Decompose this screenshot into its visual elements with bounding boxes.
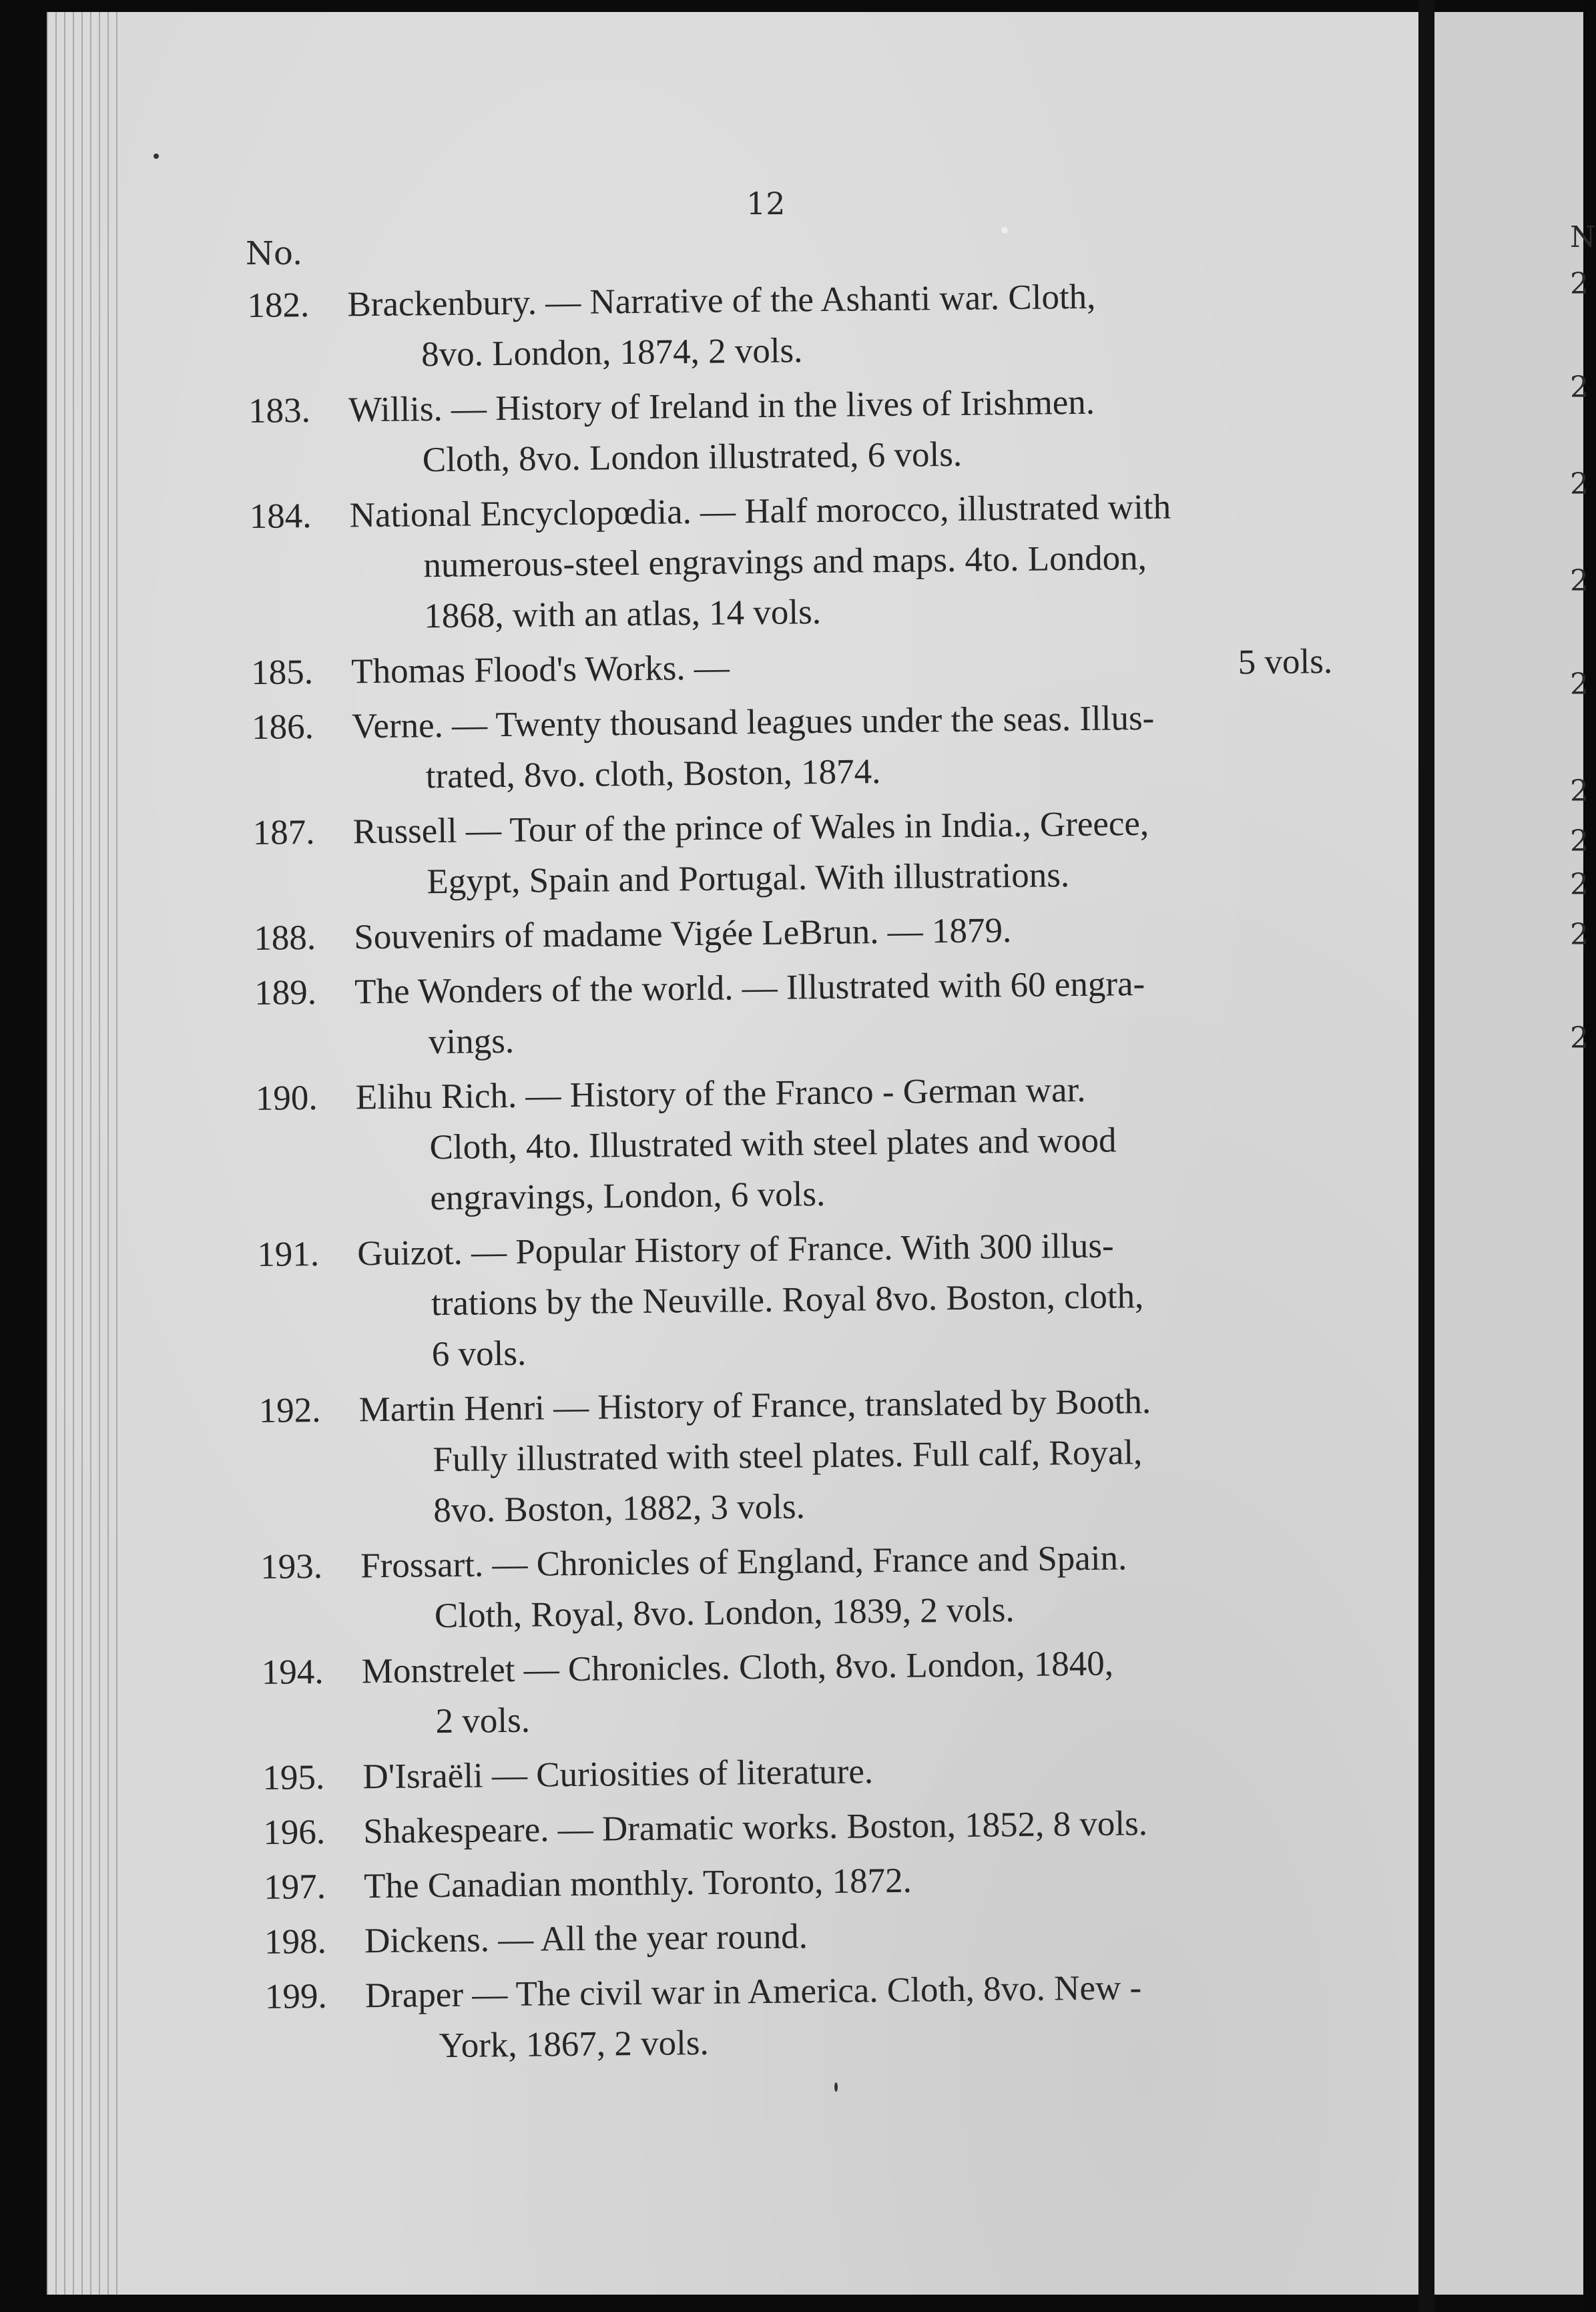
entry-first-line: Thomas Flood's Works. — [350,648,730,691]
catalogue-entry [254,956,1350,1069]
entry-text [357,1218,1340,1380]
catalogue-entry [247,269,1343,382]
catalogue-entry [262,1741,1358,1803]
entry-first-line: Souvenirs of madame Vigée LeBrun. — 1879. [354,911,1012,957]
right-page-fragment: 2 [1570,467,1589,501]
entry-text [354,902,1336,962]
right-page-fragment: 2 [1570,918,1589,952]
page-number: 12 [746,186,786,222]
entry-first-line: National Encyclopœdia. — Half morocco, illustrated with [349,487,1171,535]
entry-text [362,1741,1344,1802]
catalogue-entry [258,1374,1354,1538]
entry-text [363,1796,1345,1857]
entry-text [348,374,1331,486]
entry-number: 184. [249,497,312,536]
entry-first-line: Verne. — Twenty thousand leagues under the seas. Illus- [351,698,1155,746]
entry-number: 193. [260,1546,323,1586]
entry-text [361,1636,1344,1747]
dust-speck [154,154,159,159]
entry-number: 199. [264,1976,327,2016]
entry-continuation-line: York, 1867, 2 vols. [439,2023,709,2066]
entry-text [354,956,1337,1068]
entry-number: 191. [256,1234,320,1274]
entry-continuation-line: 8vo. Boston, 1882, 3 vols. [433,1487,806,1530]
entry-number: 187. [252,812,315,852]
right-page [1434,12,1583,2295]
catalogue-entries [247,269,1360,2077]
page-edge-stack [47,12,120,2295]
entry-text [358,1374,1341,1536]
catalogue-entry [248,374,1344,487]
dust-speck [1001,227,1008,234]
right-page-fragment: 2 [1570,267,1589,301]
entry-text [364,1851,1346,1912]
entry-first-line: Martin Henri — History of France, translated by Booth. [358,1382,1151,1430]
entry-number: 197. [263,1867,326,1907]
right-page-fragment: N [1570,220,1596,254]
entry-number: 182. [247,286,310,325]
entry-first-line: Draper — The civil war in America. Cloth, 8vo. New - [364,1968,1142,2016]
entry-continuation-line: 2 vols. [435,1701,531,1741]
catalogue-entry [263,1796,1358,1858]
entry-first-line: Brackenbury. — Narrative of the Ashanti war. Cloth, [347,277,1096,324]
entry-number: 195. [262,1757,325,1797]
entry-continuation-line: engravings, London, 6 vols. [430,1175,826,1218]
entry-continuation-line: numerous-steel engravings and maps. 4to. London, [423,538,1147,585]
right-page-fragment: 2 [1570,1021,1589,1055]
right-page-fragment: 2 [1570,824,1589,858]
entry-text [347,269,1330,380]
entry-first-line: The Wonders of the world. — Illustrated with 60 engra- [354,964,1145,1012]
catalogue-entry [255,1062,1351,1225]
right-page-fragment: 2 [1570,667,1589,701]
right-page-fragment: 2 [1570,370,1589,404]
entry-continuation-line: Cloth, Royal, 8vo. London, 1839, 2 vols. [434,1591,1015,1636]
entry-continuation-line: 6 vols. [431,1334,527,1374]
entry-first-line: D'Israëli — Curiosities of literature. [362,1752,874,1797]
entry-continuation-line: Fully illustrated with steel plates. Full calf, Royal, [433,1433,1143,1480]
entry-number: 189. [254,972,317,1013]
column-header-no: No. [246,235,303,272]
entry-number: 186. [251,707,314,747]
catalogue-entry [249,480,1345,643]
dust-speck [834,2082,838,2092]
entry-first-line: Elihu Rich. — History of the Franco - German war. [355,1070,1086,1117]
entry-text [352,796,1335,908]
catalogue-entry [265,1960,1361,2073]
entry-first-line: Monstrelet — Chronicles. Cloth, 8vo. London, 1840, [361,1644,1114,1691]
entry-first-line: Frossart. — Chronicles of England, France and Spain. [360,1538,1127,1586]
entry-continuation-line: Egypt, Spain and Portugal. With illustrations. [427,856,1070,902]
entry-text [365,1960,1348,2072]
right-page-fragment: 2 [1570,774,1589,808]
right-page-fragment: 2 [1570,564,1589,598]
entry-first-line: Dickens. — All the year round. [364,1917,808,1961]
entry-continuation-line: trations by the Neuville. Royal 8vo. Boston, cloth, [431,1277,1144,1324]
entry-continuation-line: trated, 8vo. cloth, Boston, 1874. [425,752,881,796]
entry-number: 188. [254,918,316,958]
entry-continuation-line: 8vo. London, 1874, 2 vols. [421,331,803,374]
catalogue-entry [257,1218,1353,1382]
catalogue-entry [251,636,1346,698]
entry-continuation-line: vings. [428,1021,515,1062]
entry-first-line: Guizot. — Popular History of France. With 300 illus- [356,1226,1114,1273]
entry-first-line: Russell — Tour of the prince of Wales in India., Greece, [352,804,1149,852]
entry-text [360,1530,1343,1642]
catalogue-entry [264,1851,1359,1913]
entry-continuation-line: 1868, with an atlas, 14 vols. [423,593,822,636]
entry-number: 185. [250,652,314,692]
right-page-fragment: 2 [1570,868,1589,902]
entry-text [355,1062,1338,1224]
catalogue-entry [252,796,1348,909]
entry-text [351,636,1333,697]
binding-gutter [1418,0,1434,2312]
entry-number: 192. [258,1390,321,1430]
entry-number: 190. [255,1078,318,1118]
entry-text [352,691,1334,802]
entry-number: 196. [263,1812,326,1852]
entry-continuation-line: Cloth, 4to. Illustrated with steel plates and wood [429,1121,1117,1167]
entry-first-line: The Canadian monthly. Toronto, 1872. [363,1861,912,1906]
entry-continuation-line: Cloth, 8vo. London illustrated, 6 vols. [422,435,963,480]
catalogue-entry [254,902,1349,964]
entry-first-line: Shakespeare. — Dramatic works. Boston, 1852, 8 vols. [363,1804,1148,1851]
entry-volumes: 5 vols. [1238,642,1333,682]
entry-first-line: Willis. — History of Ireland in the lives of Irishmen. [348,382,1095,430]
entry-text [364,1906,1346,1966]
entry-text [349,480,1332,642]
catalogue-entry [261,1636,1357,1749]
catalogue-entry [264,1906,1360,1968]
entry-number: 183. [248,391,311,430]
entry-number: 194. [261,1652,324,1692]
catalogue-entry [260,1530,1356,1643]
catalogue-entry [252,691,1348,804]
entry-number: 198. [264,1922,327,1962]
